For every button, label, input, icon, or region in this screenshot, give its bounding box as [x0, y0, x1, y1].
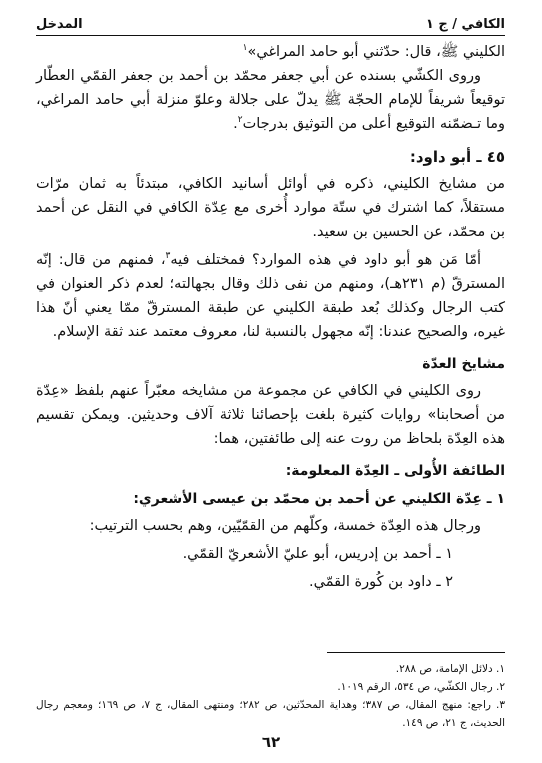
heading-first-group: الطائفة الأُولى ـ العِدّة المعلومة: — [285, 463, 505, 479]
header-divider — [36, 35, 505, 36]
footnotes — [36, 660, 505, 732]
list-item-2: ٢ ـ داود بن كُورة القمّي. — [309, 574, 453, 590]
running-header — [36, 14, 505, 34]
footnote-2: ٢. رجال الكشّي، ص ٥٣٤، الرقم ١٠١٩. — [337, 681, 505, 693]
paragraph-4: أمّا مَن هو أبو داود في هذه الموارد؟ فمختلف فيه$^٣$، فمنهم من قال: إنّه المسترقّ (م ٢٣١هـ)، ومنهم من نفى ذلك وقال بجهالته؛ لعدم ذكر العنوان في كتب الرجال وكذلك بُعد طبقة الكليني عن طبقة المسترقّ ممّا يعني أنّ هذا غيره، والصحيح عندنا: إنّه مجهول بالنسبة لنا، معروف معتمد عند ثقة الإسلام. — [36, 251, 505, 340]
paragraph-3: من مشايخ الكليني، ذكره في أوائل أسانيد الكافي، مبتدئاً به ثمان مرّات مستقلاً، كما اشترك في ستّة موارد أُخرى مع عِدّة الكافي في النقل عن أحمد بن محمّد، عن الحسين بن سعيد. — [36, 176, 505, 240]
footnote-divider — [327, 652, 505, 653]
heading-abu-dawud: ٤٥ ـ أبو داود: — [409, 148, 505, 166]
page-number: ٦٢ — [261, 733, 281, 751]
header-book-title: الكافي / ج ١ — [425, 16, 505, 32]
main-text — [36, 40, 505, 594]
heading-mashayikh-al-idda: مشايخ العدّة — [422, 356, 505, 372]
paragraph-2: وروى الكشّي بسنده عن أبي جعفر محمّد بن أحمد بن جعفر القمّي العطّار توقيعاً شريفاً للإمام الحجّة ﷺ يدلّ على جلالة وعلوّ منزلة أبي حامد المراغي، وما تـضمّنه التوقيع أعلى من التوثيق بدرجات$^٢$. — [36, 68, 505, 132]
header-section-title: المدخل — [36, 16, 83, 32]
list-item-1: ١ ـ أحمد بن إدريس، أبو عليّ الأشعريّ القمّي. — [182, 546, 453, 562]
footnote-ref-3: ٣ — [165, 251, 171, 262]
footnote-1: ١. دلائل الإمامة، ص ٢٨٨. — [395, 663, 505, 675]
footnote-ref-2: ٢ — [237, 115, 243, 126]
paragraph-6: ورجال هذه العِدّة خمسة، وكلّهم من القمّيّين، وهم بحسب الترتيب: — [89, 518, 481, 534]
footnote-ref-1: ١ — [242, 43, 248, 54]
footnote-3: ٣. راجع: منهج المقال، ص ٣٨٧؛ وهداية المحدّثين، ص ٢٨٢؛ ومنتهى المقال، ج ٧، ص ١٦٩؛ ومعجم رجال الحديث، ج ٢١، ص ١٤٩. — [36, 699, 506, 729]
heading-idda-ahmad: ١ ـ عِدّة الكليني عن أحمد بن محمّد بن عيسى الأشعري: — [133, 491, 505, 507]
paragraph-5: روى الكليني في الكافي عن مجموعة من مشايخه معبّراً عنهم بلفظ «عِدّة من أصحابنا» روايات كثيرة بلغت بإحصائنا ثلاثة آلاف وحديثين. ويمكن تقسيم هذه العِدّة بلحاظ من روت عنه إلى طائفتين، هما: — [36, 383, 505, 447]
paragraph-1: الكليني ﷺ، قال: حدّثني أبو حامد المراغي»$^١$ — [242, 43, 505, 60]
